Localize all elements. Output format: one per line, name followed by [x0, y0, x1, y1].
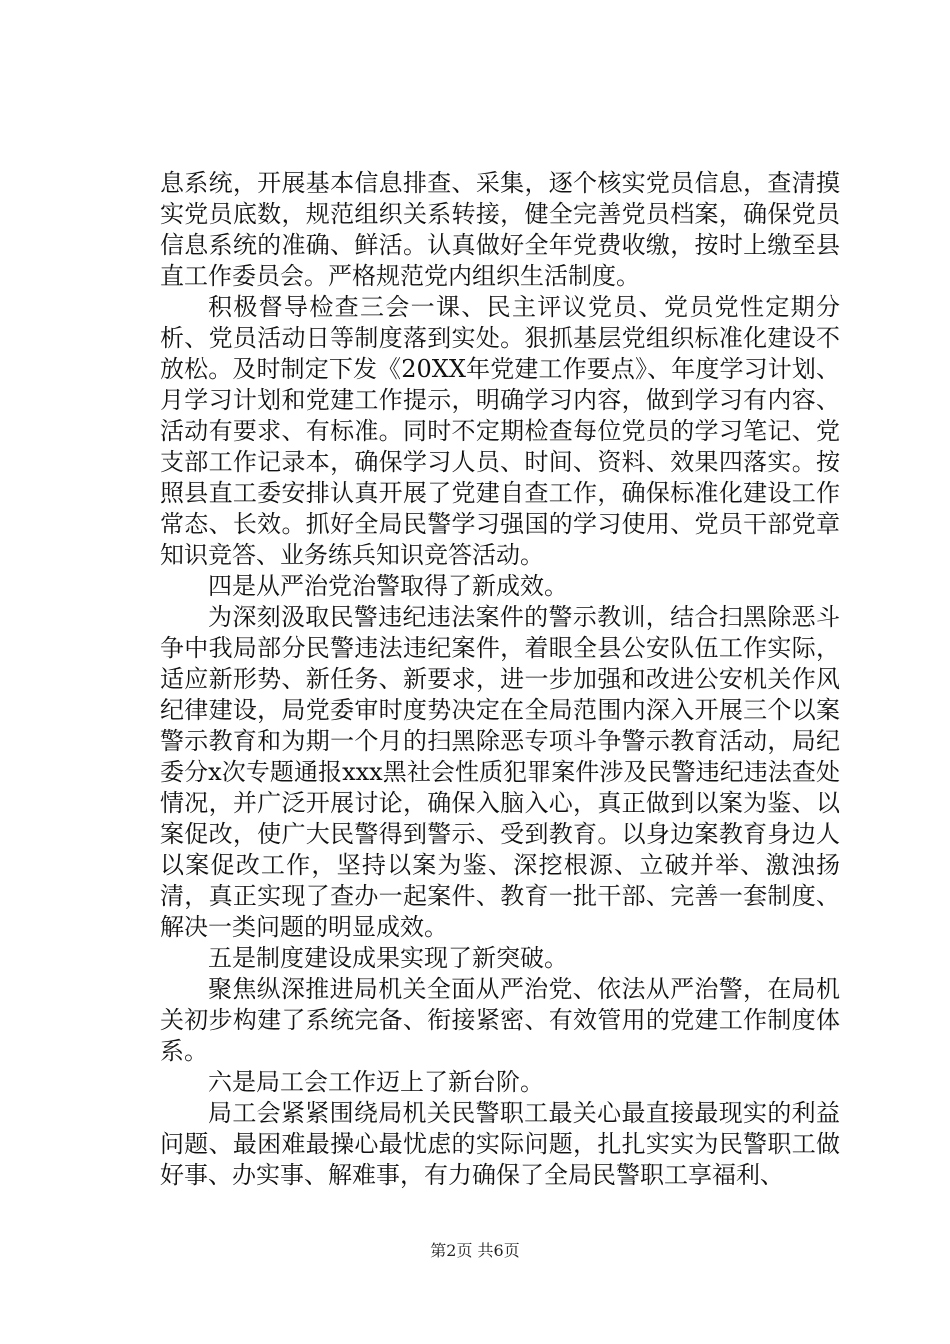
paragraph-1: 息系统，开展基本信息排查、采集，逐个核实党员信息，查清摸实党员底数，规范组织关系转接，健全完善党员档案，确保党员信息系统的准确、鲜活。认真做好全年党费收缴，按时上缴至县直工作委员会。严格规范党内组织生活制度。: [160, 169, 840, 290]
paragraph-4: 聚焦纵深推进局机关全面从严治党、依法从严治警，在局机关初步构建了系统完备、衔接紧密、有效管用的党建工作制度体系。: [160, 975, 840, 1065]
section-heading-5: 五是制度建设成果实现了新突破。: [208, 944, 568, 972]
section-heading-6: 六是局工会工作迈上了新台阶。: [208, 1068, 544, 1096]
paragraph-5: 局工会紧紧围绕局机关民警职工最关心最直接最现实的利益问题、最困难最操心最忧虑的实际问题，扎扎实实为民警职工做好事、办实事、解难事，有力确保了全局民警职工享福利、: [160, 1099, 840, 1189]
page-number-footer: 第2页 共6页: [430, 1241, 520, 1260]
section-heading-4: 四是从严治党治警取得了新成效。: [208, 572, 568, 600]
paragraph-2: 积极督导检查三会一课、民主评议党员、党员党性定期分析、党员活动日等制度落到实处。狠抓基层党组织标准化建设不放松。及时制定下发《20XX年党建工作要点》、年度学习计划、月学习计划和党建工作提示，明确学习内容，做到学习有内容、活动有要求、有标准。同时不定期检查每位党员的学习笔记、党支部工作记录本，确保学习人员、时间、资料、效果四落实。按照县直工委安排认真开展了党建自查工作，确保标准化建设工作常态、长效。抓好全局民警学习强国的学习使用、党员干部党章知识竞答、业务练兵知识竞答活动。: [160, 293, 840, 569]
document-body: [160, 168, 840, 1191]
paragraph-3: 为深刻汲取民警违纪违法案件的警示教训，结合扫黑除恶斗争中我局部分民警违法违纪案件，着眼全县公安队伍工作实际，适应新形势、新任务、新要求，进一步加强和改进公安机关作风纪律建设，局党委审时度势决定在全局范围内深入开展三个以案警示教育和为期一个月的扫黑除恶专项斗争警示教育活动，局纪委分x次专题通报xxx黑社会性质犯罪案件涉及民警违纪违法查处情况，并广泛开展讨论，确保入脑入心，真正做到以案为鉴、以案促改，使广大民警得到警示、受到教育。以身边案教育身边人以案促改工作，坚持以案为鉴、深挖根源、立破并举、激浊扬清，真正实现了查办一起案件、教育一批干部、完善一套制度、解决一类问题的明显成效。: [160, 603, 840, 941]
